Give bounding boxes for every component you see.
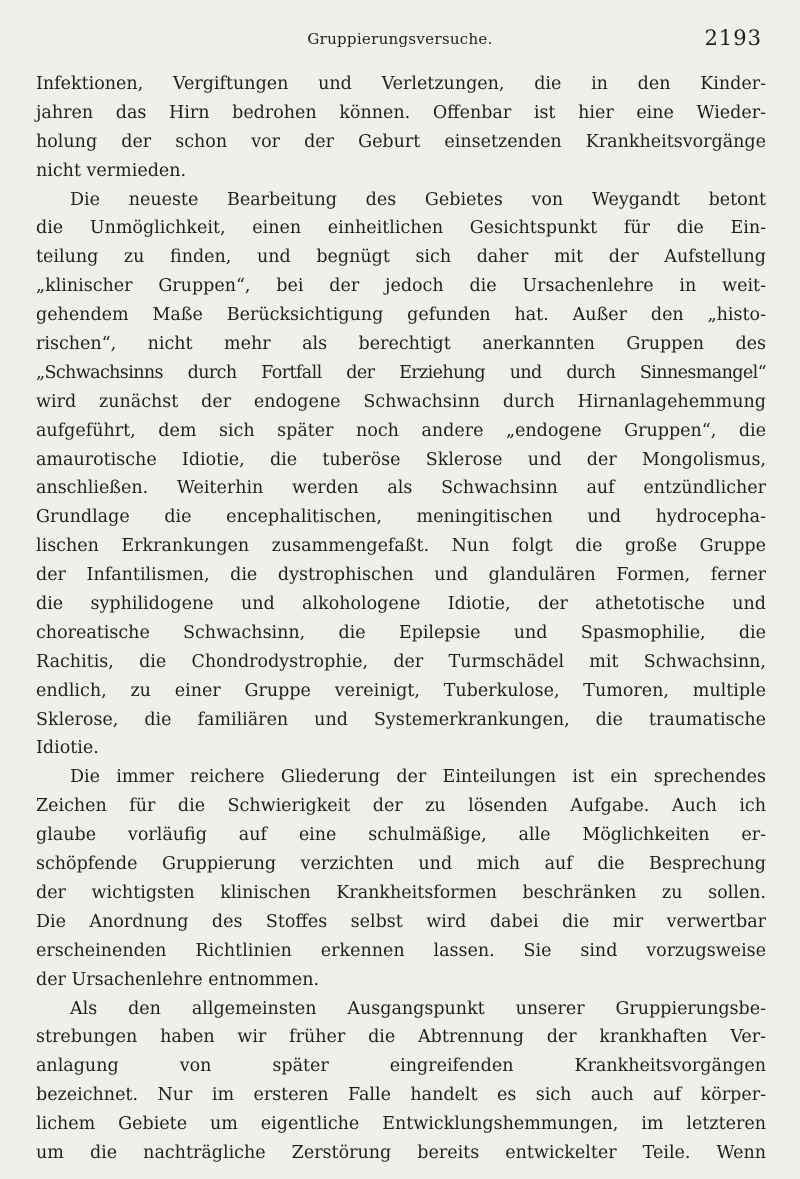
text-line: lischen Erkrankungen zusammengefaßt. Nun folgt die große Gruppe [36, 536, 766, 557]
text-line: Die Anordnung des Stoffes selbst wird dabei die mir verwertbar [36, 911, 766, 932]
paragraph-4 [36, 995, 766, 1168]
text-line: amaurotische Idiotie, die tuberöse Sklerose und der Mongolismus, [36, 449, 766, 470]
text-line: schöpfende Gruppierung verzichten und mich auf die Besprechung [36, 854, 766, 875]
text-line: glaube vorläufig auf eine schulmäßige, alle Möglichkeiten er- [36, 825, 766, 846]
text-line: „Schwachsinns durch Fortfall der Erziehung und durch Sinnesmangel“ [36, 362, 766, 383]
text-line: wird zunächst der endogene Schwachsinn durch Hirnanlagehemmung [36, 391, 766, 412]
text-line: aufgeführt, dem sich später noch andere „endogene Gruppen“, die [36, 420, 766, 441]
text-line: der wichtigsten klinischen Krankheitsformen beschränken zu sollen. [36, 882, 766, 903]
text-line: erscheinenden Richtlinien erkennen lassen. Sie sind vorzugsweise [36, 940, 766, 961]
text-line: die syphilidogene und alkohologene Idiotie, der athetotische und [36, 594, 766, 615]
text-line: Die neueste Bearbeitung des Gebietes von Weygandt betont [70, 189, 766, 210]
text-line: Idiotie. [36, 738, 99, 759]
page-header [36, 26, 764, 60]
text-line: der Ursachenlehre entnommen. [36, 969, 320, 990]
page-number: 2193 [704, 26, 762, 50]
text-line: Die immer reichere Gliederung der Einteilungen ist ein sprechendes [70, 767, 766, 788]
text-line: „klinischer Gruppen“, bei der jedoch die Ursachenlehre in weit- [36, 276, 766, 297]
text-line: teilung zu finden, und begnügt sich daher mit der Aufstellung [36, 247, 766, 268]
text-line: Zeichen für die Schwierigkeit der zu lösenden Aufgabe. Auch ich [36, 796, 766, 817]
text-line: anlagung von später eingreifenden Krankheitsvorgängen [36, 1056, 766, 1077]
text-line: bezeichnet. Nur im ersteren Falle handelt es sich auch auf körper- [36, 1085, 766, 1106]
paragraph-3 [36, 763, 766, 994]
text-line: Sklerose, die familiären und Systemerkrankungen, die traumatische [36, 709, 766, 730]
text-line: strebungen haben wir früher die Abtrennung der krankhaften Ver- [36, 1027, 766, 1048]
text-line: der Infantilismen, die dystrophischen und glandulären Formen, ferner [36, 565, 766, 586]
text-line: Infektionen, Vergiftungen und Verletzungen, die in den Kinder- [36, 74, 766, 94]
running-title: Gruppierungsversuche. [307, 30, 493, 48]
text-line: lichem Gebiete um eigentliche Entwicklungshemmungen, im letzteren [36, 1114, 766, 1135]
text-line: holung der schon vor der Geburt einsetzenden Krankheitsvorgänge [36, 131, 766, 152]
text-line: Rachitis, die Chondrodystrophie, der Turmschädel mit Schwachsinn, [36, 651, 766, 672]
text-line: um die nachträgliche Zerstörung bereits entwickelter Teile. Wenn [36, 1142, 766, 1163]
text-line: Grundlage die encephalitischen, meningitischen und hydrocepha- [36, 507, 766, 528]
paragraph-2 [36, 186, 766, 764]
text-line: nicht vermieden. [36, 160, 187, 181]
text-line: gehendem Maße Berücksichtigung gefunden hat. Außer den „histo- [36, 305, 766, 326]
text-line: endlich, zu einer Gruppe vereinigt, Tuberkulose, Tumoren, multiple [36, 680, 766, 701]
text-line: rischen“, nicht mehr als berechtigt anerkannten Gruppen des [36, 334, 766, 355]
text-line: choreatische Schwachsinn, die Epilepsie und Spasmophilie, die [36, 622, 766, 643]
text-line: jahren das Hirn bedrohen können. Offenbar ist hier eine Wieder- [36, 102, 766, 123]
body-text [36, 70, 766, 1168]
text-line: die Unmöglichkeit, einen einheitlichen Gesichtspunkt für die Ein- [36, 218, 766, 239]
text-line: Als den allgemeinsten Ausgangspunkt unserer Gruppierungsbe- [70, 998, 766, 1019]
paragraph-1 [36, 70, 766, 186]
text-line: anschließen. Weiterhin werden als Schwachsinn auf entzündlicher [36, 478, 766, 499]
